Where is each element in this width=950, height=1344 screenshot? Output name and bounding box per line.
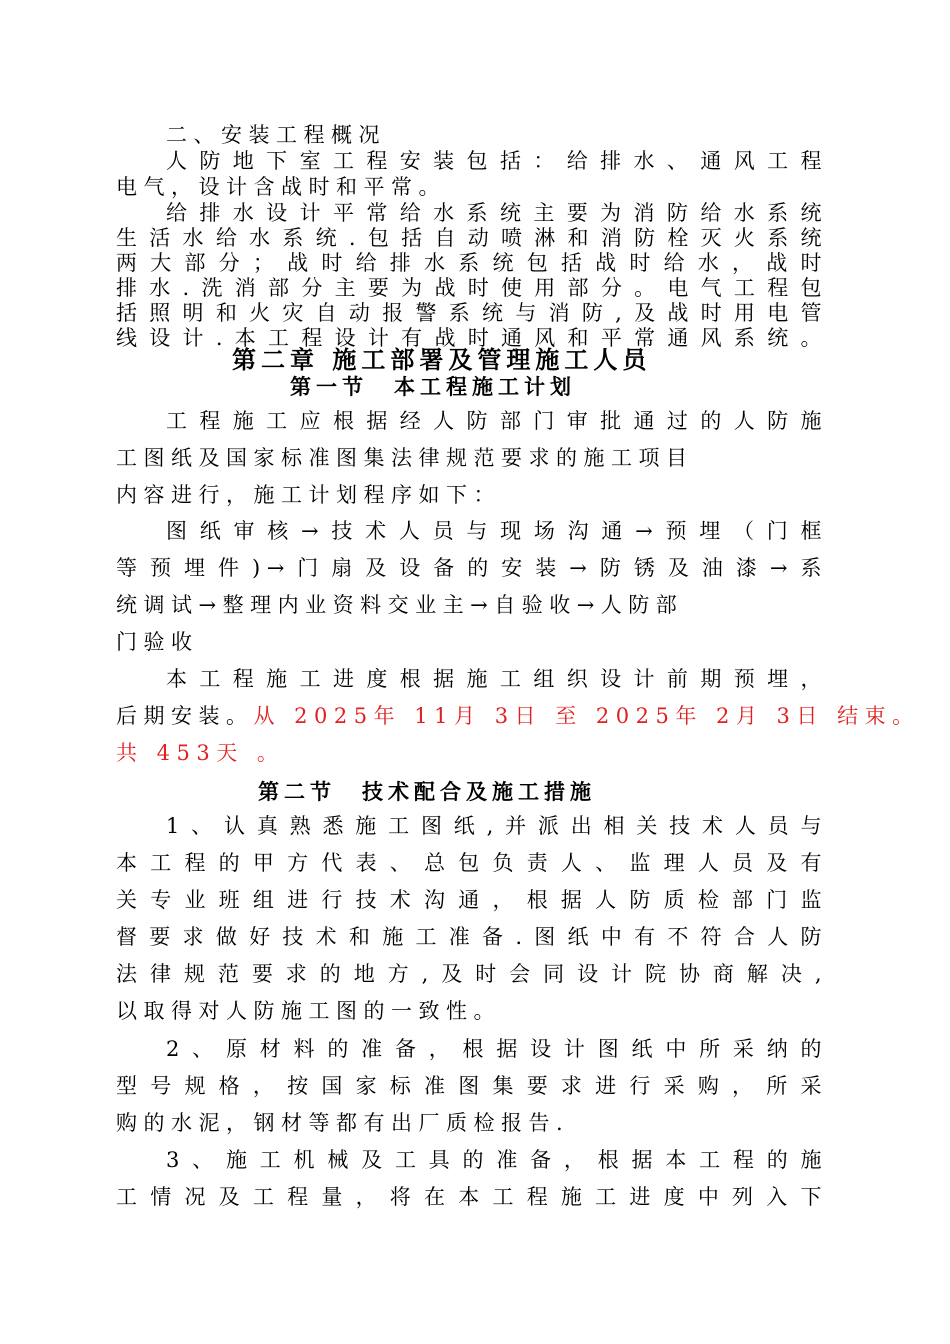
intro-paragraph-2-line-4: 排水.洗消部分主要为战时使用部分。电气工程包 [116,276,828,300]
schedule-duration: 共 453天 。 [116,741,285,765]
section-1-paragraph-2-line-4: 门验收 [116,630,199,654]
section-1-paragraph-1-line-1: 工程施工应根据经人防部门审批通过的人防施 [166,409,828,433]
section-2-item-1-line-6: 以取得对人防施工图的一致性。 [116,999,501,1023]
intro-paragraph-1-line-2: 电气，设计含战时和平常。 [116,175,446,199]
section-2-item-1-line-1: 1、认真熟悉施工图纸,并派出相关技术人员与 [166,814,828,838]
section-2-heading [258,777,596,807]
section-2-item-2-line-3: 购的水泥，钢材等都有出厂质检报告. [116,1111,570,1135]
section-2-item-2-line-2: 型号规格，按国家标准图集要求进行采购，所采 [116,1074,828,1098]
section-2-item-2-line-1: 2、原材料的准备，根据设计图纸中所采纳的 [166,1037,828,1061]
schedule-dates: 从 2025年 11月 3日 至 2025年 2月 3日 结束。 [253,704,920,728]
section-2-item-1-line-5: 法律规范要求的地方,及时会同设计院协商解决, [116,962,828,986]
chapter-title: 第二章 施工部署及管理施工人员 [232,346,652,374]
section-1-number: 第一节 [290,375,368,399]
intro-paragraph-2-line-5: 括照明和火灾自动报警系统与消防,及战时用电管 [116,301,828,325]
intro-paragraph-2-line-2: 生活水给水系统.包括自动喷淋和消防栓灭火系统 [116,226,828,250]
section-1-paragraph-2-line-1: 图纸审核→技术人员与现场沟通→预埋（门框 [166,519,828,543]
intro-heading: 二、安装工程概况 [166,123,386,147]
schedule-text: 后期安装。 [116,704,254,728]
section-2-number: 第二节 [258,780,336,804]
intro-paragraph-1-line-1: 人防地下室工程安装包括：给排水、通风工程 [166,149,828,173]
section-1-title: 本工程施工计划 [394,375,576,399]
section-2-item-1-line-2: 本工程的甲方代表、总包负责人、监理人员及有 [116,851,828,875]
section-2-item-3-line-2: 工情况及工程量，将在本工程施工进度中列入下 [116,1185,828,1209]
section-1-paragraph-2-line-3: 统调试→整理内业资料交业主→自验收→人防部 [116,593,684,617]
section-1-paragraph-2-line-2: 等预埋件)→门扇及设备的安装→防锈及油漆→系 [116,556,828,580]
section-2-item-1-line-3: 关专业班组进行技术沟通，根据人防质检部门监 [116,888,828,912]
section-1-paragraph-1-line-2: 工图纸及国家标准图集法律规范要求的施工项目 [116,446,694,470]
section-1-paragraph-3-line-1: 本工程施工进度根据施工组织设计前期预埋， [166,667,828,691]
intro-paragraph-2-line-3: 两大部分；战时给排水系统包括战时给水，战时 [116,251,828,275]
section-2-title: 技术配合及施工措施 [362,780,596,804]
section-1-paragraph-1-line-3: 内容进行，施工计划程序如下： [116,483,501,507]
intro-paragraph-2-line-6: 线设计.本工程设计有战时通风和平常通风系统。 [116,326,828,350]
section-2-item-3-line-1: 3、施工机械及工具的准备，根据本工程的施 [166,1148,828,1172]
section-1-paragraph-3-line-2 [116,703,920,729]
section-2-item-1-line-4: 督要求做好技术和施工准备.图纸中有不符合人防 [116,925,828,949]
section-1-heading [290,372,576,402]
intro-paragraph-2-line-1: 给排水设计平常给水系统主要为消防给水系统 [166,201,828,225]
